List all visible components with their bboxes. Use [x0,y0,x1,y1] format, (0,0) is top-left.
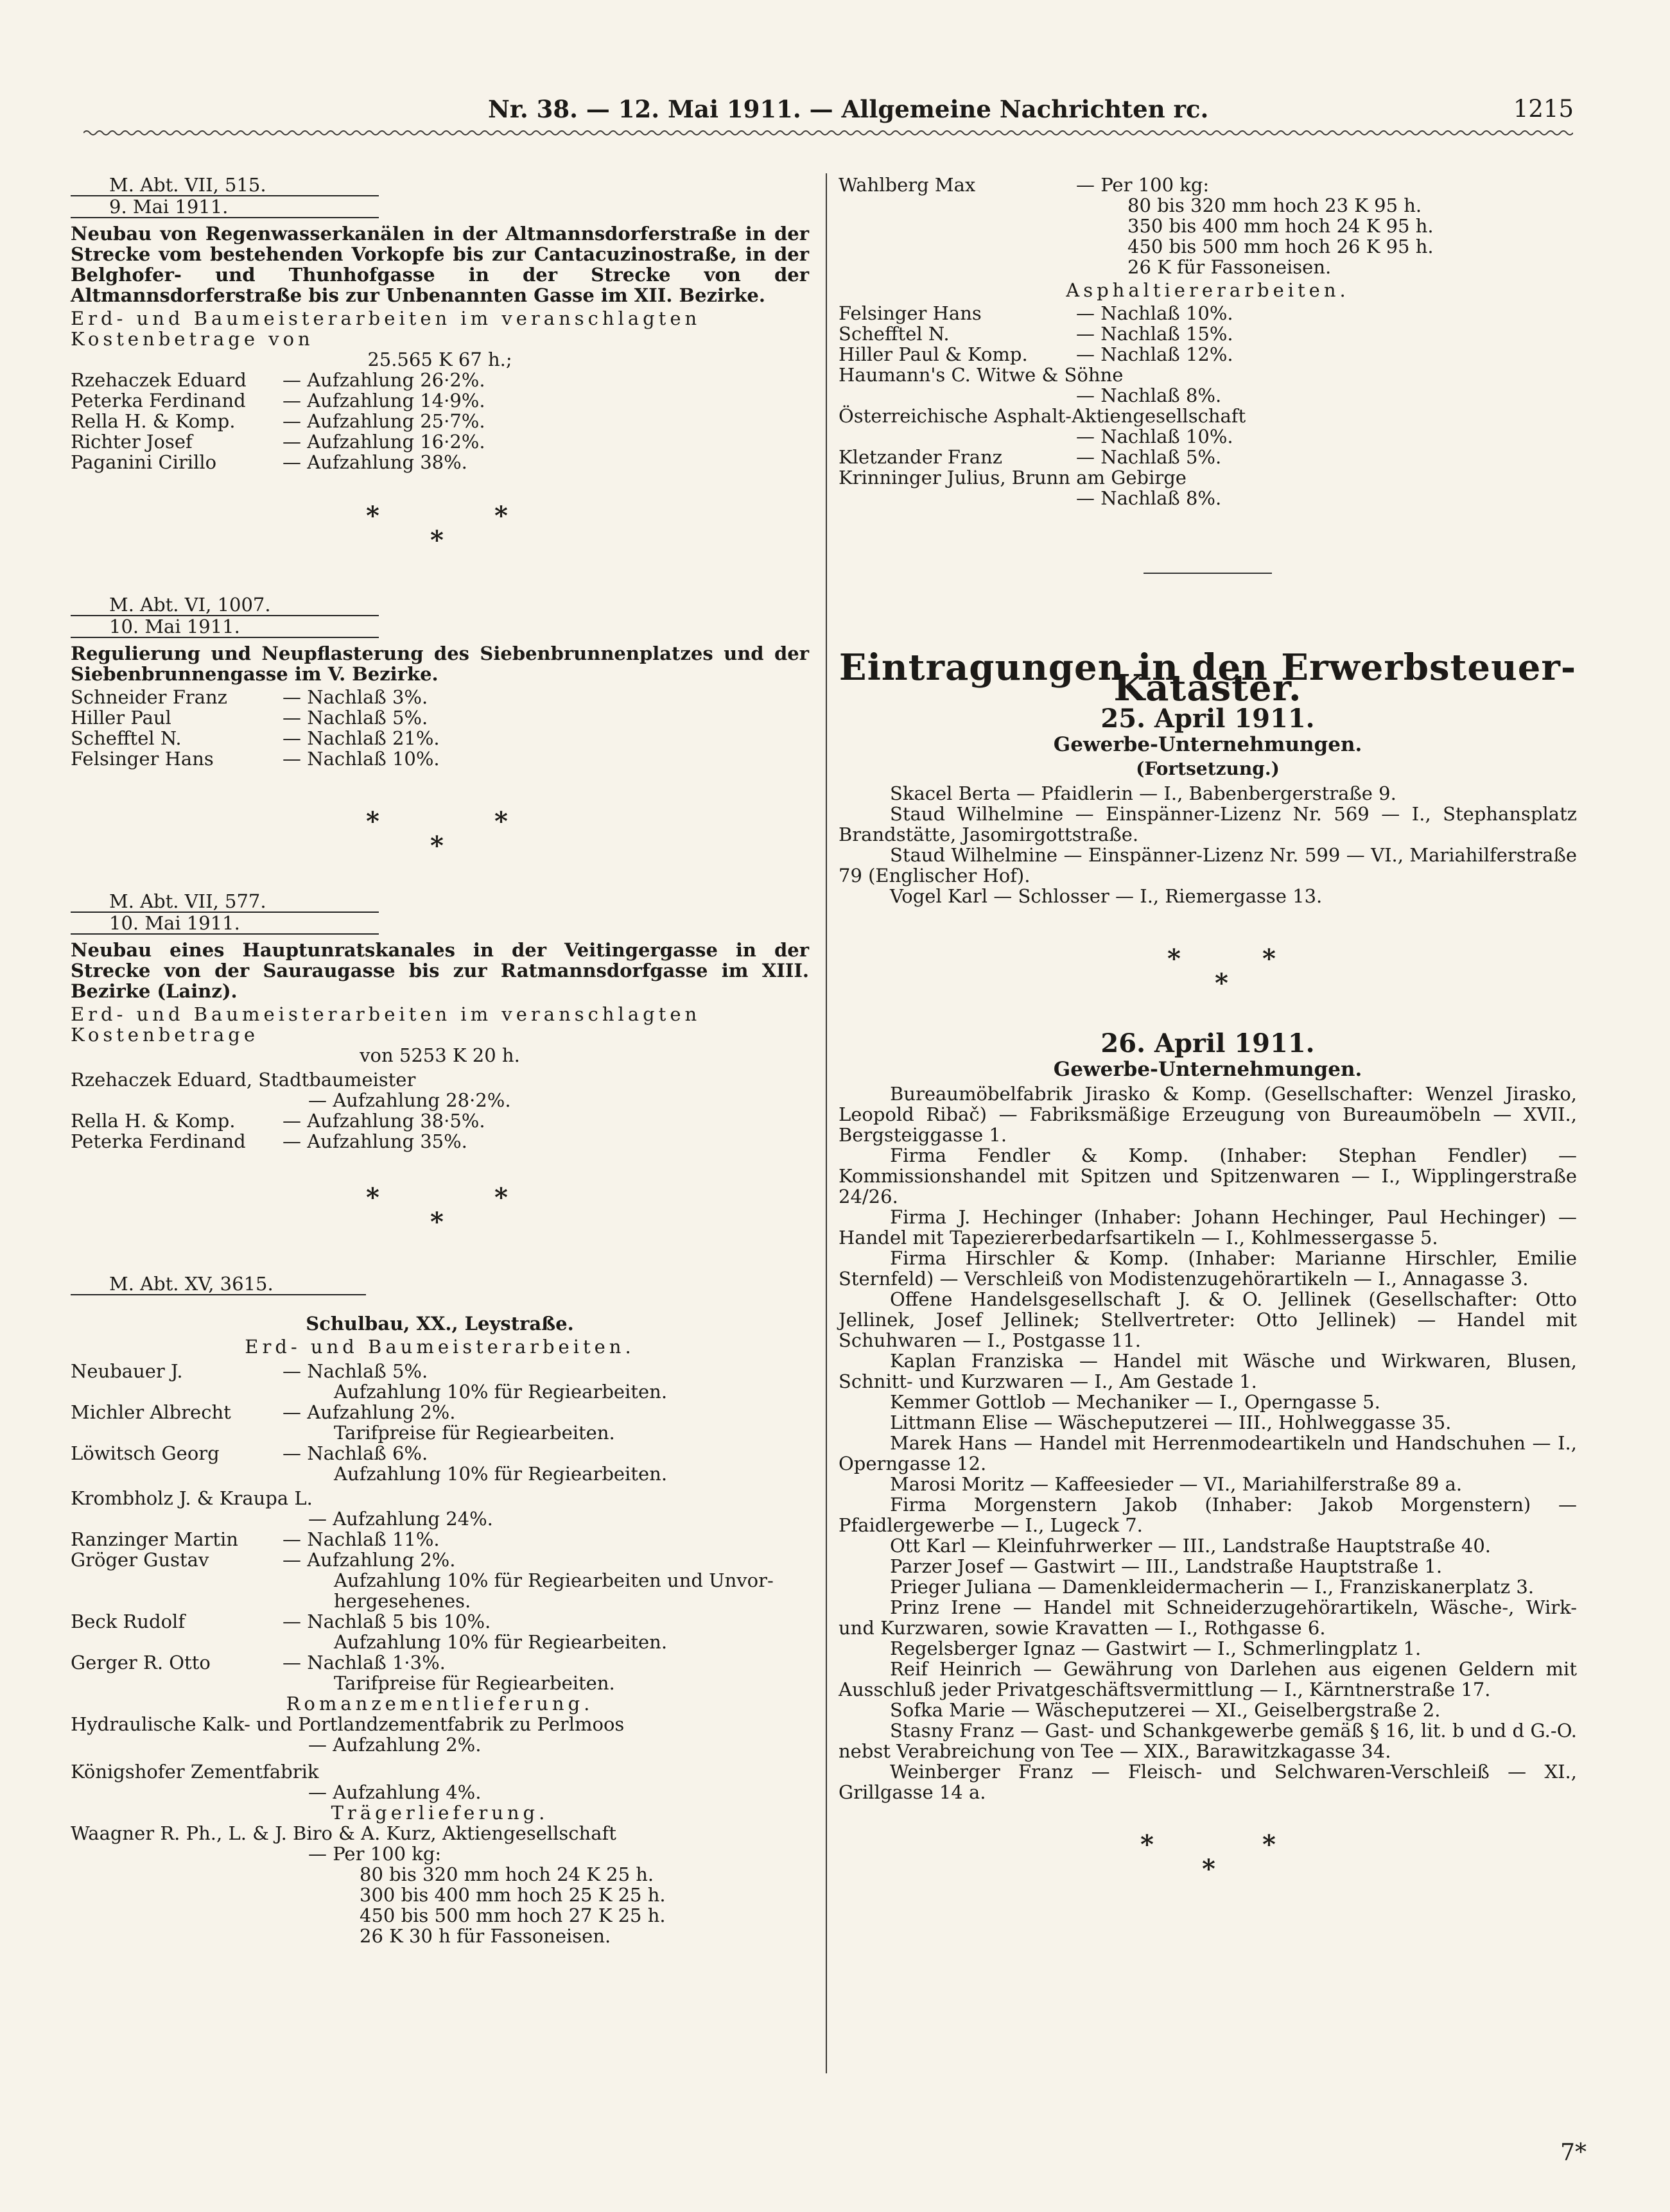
section-date: 9. Mai 1911. [71,196,379,218]
bid-value: — Aufzahlung 28·2%. [308,1089,511,1111]
bidder-name: Gerger R. Otto [71,1652,211,1673]
bidder-name: Hydraulische Kalk- und Portlandzementfabrik zu Perlmoos [71,1713,625,1735]
price-line: 450 bis 500 mm hoch 27 K 25 h. [360,1905,666,1926]
bidder-name: Königshofer Zementfabrik [71,1761,319,1783]
bid-value: — Nachlaß 3%. [283,686,428,708]
bid-value: — Aufzahlung 24%. [308,1508,493,1530]
bid-value: — Nachlaß 21%. [283,727,440,749]
bid-value: — Nachlaß 12%. [1076,343,1233,365]
category-heading: Gewerbe-Unternehmungen. [1053,733,1362,756]
bid-value: — Nachlaß 5%. [1076,446,1222,468]
bidder-name: Peterka Ferdinand [71,1130,246,1152]
bid-value: — Aufzahlung 2%. [308,1734,482,1756]
date-heading: 26. April 1911. [1100,1028,1315,1058]
register-entry: Skacel Berta — Pfaidlerin — I., Babenbergerstraße 9. [890,782,1396,804]
section-date: 10. Mai 1911. [71,616,379,638]
bid-value: — Aufzahlung 38%. [283,451,467,473]
section-separator-stars: * * * [1140,1829,1276,1884]
register-entry: Firma Fendler & Komp. (Inhaber: Stephan Fendler) — Kommissionshandel mit Spitzen und Spitzenwaren — I., Wipplingerstraße 24/26. [839,1145,1577,1207]
bid-row [839,324,1577,344]
register-entry: Firma Hirschler & Komp. (Inhaber: Marianne Hirschler, Emilie Sternfeld) — Verschleiß von Modistenzugehörartikeln — I., Annagasse 3. [839,1247,1577,1290]
bid-note: Aufzahlung 10% für Regiearbeiten. [334,1631,668,1653]
category-heading: Gewerbe-Unternehmungen. [1053,1058,1362,1081]
bid-row [839,447,1577,467]
bid-value: — Aufzahlung 14·9%. [283,390,485,411]
bid-note: Tarifpreise für Regiearbeiten. [334,1422,615,1444]
bid-value: — Nachlaß 6%. [283,1442,428,1464]
continuation-note: (Fortsetzung.) [1136,758,1280,779]
register-entry: Staud Wilhelmine — Einspänner-Lizenz Nr. 599 — VI., Mariahilferstraße 79 (Englischer Hof). [839,844,1577,886]
price-list [839,195,1577,277]
bid-row [71,1550,809,1570]
register-entry: Prinz Irene — Handel mit Schneiderzugehörartikeln, Wäsche-, Wirk- und Kurzwaren, sowie Kravatten — I., Rothgasse 6. [839,1596,1577,1639]
bid-note: Aufzahlung 10% für Regiearbeiten. [334,1381,668,1403]
right-column [839,175,1577,1899]
register-entry: Kaplan Franziska — Handel mit Wäsche und Wirkwaren, Blusen, Schnitt- und Kurzwaren — I., Am Gestade 1. [839,1350,1577,1392]
signature-mark: 7* [1560,2139,1587,2166]
bid-value: — Aufzahlung 16·2%. [283,431,485,453]
register-entry: Sofka Marie — Wäscheputzerei — XI., Geiselbergstraße 2. [890,1699,1441,1721]
bid-row [71,728,809,748]
bid-row [71,1361,809,1381]
register-entry: Weinberger Franz — Fleisch- und Selchwaren-Verschleiß — XI., Grillgasse 14 a. [839,1761,1577,1803]
bid-note: Tarifpreise für Regiearbeiten. [334,1672,615,1694]
bidder-name: Krinninger Julius, Brunn am Gebirge [839,467,1187,488]
bidder-name: Gröger Gustav [71,1549,209,1571]
section-title: Neubau von Regenwasserkanälen in der Altmannsdorferstraße in der Strecke vom bestehenden Vorkopfe bis zur Cantacuzinostraße, in der Belghofer- und Thunhofgasse in der Strecke von der Altmannsdorferstraße bis zur Unbenannten Gasse im XII. Bezirke. [71,223,809,306]
bid-row [71,748,809,769]
section-reference: M. Abt. XV, 3615. [71,1274,366,1295]
section-separator-stars: * * * [366,501,508,555]
price-line: 80 bis 320 mm hoch 23 K 95 h. [1127,194,1422,216]
bid-row [71,1443,809,1464]
work-amount: 25.565 K 67 h.; [367,349,512,370]
bidder-name: Hiller Paul & Komp. [839,343,1028,365]
bid-value: — Aufzahlung 38·5%. [283,1110,485,1132]
bid-value: — Nachlaß 10%. [283,748,440,770]
section-separator-stars: * * * [366,806,508,861]
bid-row [71,411,809,431]
bidder-name: Rzehaczek Eduard, Stadtbaumeister [71,1069,416,1091]
page-number: 1215 [1513,95,1574,123]
bid-row [839,175,1577,195]
section-separator-stars: * * * [1167,944,1276,998]
bidder-name: Peterka Ferdinand [71,390,246,411]
bidder-name: Richter Josef [71,431,193,453]
bid-value: — Nachlaß 10%. [1076,302,1233,324]
subsection-heading: Trägerlieferung. [331,1802,549,1824]
left-column [71,175,809,1946]
bid-value: — Aufzahlung 35%. [283,1130,467,1152]
main-section-title: Eintragungen in den Erwerbsteuer-Kataster. [839,646,1577,709]
bidder-name: Kletzander Franz [839,446,1003,468]
bidder-name: Felsinger Hans [71,748,214,770]
bid-value: — Per 100 kg: [308,1843,442,1865]
bidder-name: Paganini Cirillo [71,451,217,473]
bid-note: Aufzahlung 10% für Regiearbeiten. [334,1463,668,1485]
price-line: 350 bis 400 mm hoch 24 K 95 h. [1127,215,1434,237]
price-line: 300 bis 400 mm hoch 25 K 25 h. [360,1884,666,1906]
bid-value: — Aufzahlung 26·2%. [283,369,485,391]
register-entry: Prieger Juliana — Damenkleidermacherin — I., Franziskanerplatz 3. [890,1576,1535,1598]
register-entry: Littmann Elise — Wäscheputzerei — III., Hohlweggasse 35. [890,1412,1452,1433]
bid-value: — Aufzahlung 4%. [308,1781,482,1803]
bidder-name: Österreichische Asphalt-Aktiengesellschaft [839,405,1246,427]
bid-row [71,1529,809,1550]
register-entry: Staud Wilhelmine — Einspänner-Lizenz Nr. 569 — I., Stephansplatz Brandstätte, Jasomirgottstraße. [839,803,1577,845]
page-header-title: Nr. 38. — 12. Mai 1911. — Allgemeine Nachrichten rc. [488,95,1209,123]
bidder-name: Beck Rudolf [71,1611,186,1632]
register-entry: Bureaumöbelfabrik Jirasko & Komp. (Gesellschafter: Wenzel Jirasko, Leopold Ribač) — Fabriksmäßige Erzeugung von Bureaumöbeln — XVII., Bergsteiggasse 1. [839,1083,1577,1146]
date-heading: 25. April 1911. [1100,704,1315,734]
register-entry: Ott Karl — Kleinfuhrwerker — III., Landstraße Hauptstraße 40. [890,1535,1492,1557]
register-entry: Offene Handelsgesellschaft J. & O. Jellinek (Gesellschafter: Otto Jellinek, Josef Jellinek; Stellvertreter: Otto Jellinek) — Handel mit Schuhwaren — I., Postgasse 11. [839,1288,1577,1351]
bid-row [71,1131,809,1152]
section-title: Neubau eines Hauptunratskanales in der Veitingergasse in der Strecke von der Sauraugasse bis zur Ratmannsdorfgasse im XIII. Bezirke (Lainz). [71,939,809,1002]
bid-value: — Nachlaß 5%. [283,1360,428,1382]
bid-note: Aufzahlung 10% für Regiearbeiten und Unvor- [334,1569,774,1591]
price-line: 450 bis 500 mm hoch 26 K 95 h. [1127,236,1434,257]
bid-value: — Aufzahlung 2%. [283,1549,456,1571]
bid-value: — Nachlaß 5 bis 10%. [283,1611,491,1632]
column-divider [826,173,827,2073]
bidder-name: Schefftel N. [839,323,950,345]
bid-value: — Per 100 kg: [1076,174,1210,196]
bidder-name: Waagner R. Ph., L. & J. Biro & A. Kurz, Aktiengesellschaft [71,1822,616,1844]
bidder-name: Ranzinger Martin [71,1528,238,1550]
bid-row [71,1110,809,1131]
bid-row [71,1652,809,1673]
bid-note: hergesehenes. [334,1590,471,1612]
work-description: Erd- und Baumeisterarbeiten im veranschlagten Kostenbetrage [71,1003,701,1046]
bid-row [839,303,1577,324]
bidder-name: Krombholz J. & Kraupa L. [71,1487,313,1509]
section-title: Schulbau, XX., Leystraße. [306,1313,574,1335]
price-line: 26 K für Fassoneisen. [1127,256,1332,278]
register-entry: Firma J. Hechinger (Inhaber: Johann Hechinger, Paul Hechinger) — Handel mit Tapeziererbedarfsartikeln — I., Kohlmessergasse 5. [839,1206,1577,1249]
register-entry: Marosi Moritz — Kaffeesieder — VI., Mariahilferstraße 89 a. [890,1473,1463,1495]
work-amount: von 5253 K 20 h. [360,1044,520,1066]
bid-value: — Nachlaß 5%. [283,707,428,729]
bid-row [71,431,809,452]
bidder-name: Felsinger Hans [839,302,982,324]
bidder-name: Rella H. & Komp. [71,1110,236,1132]
price-line: 80 bis 320 mm hoch 24 K 25 h. [360,1863,654,1885]
bidder-name: Michler Albrecht [71,1401,231,1423]
bid-row [71,707,809,728]
bidder-name: Neubauer J. [71,1360,183,1382]
bid-row [71,687,809,707]
bid-value: — Nachlaß 11%. [283,1528,440,1550]
section-reference: M. Abt. VII, 515. [71,175,379,196]
bid-value: — Aufzahlung 2%. [283,1401,456,1423]
work-description: Erd- und Baumeisterarbeiten. [245,1336,635,1358]
price-list [71,1864,809,1946]
bidder-name: Haumann's C. Witwe & Söhne [839,364,1124,386]
bidder-name: Hiller Paul [71,707,171,729]
register-entry: Vogel Karl — Schlosser — I., Riemergasse 13. [890,885,1323,907]
bidder-name: Rzehaczek Eduard [71,369,247,391]
work-description: Erd- und Baumeisterarbeiten im veranschlagten Kostenbetrage von [71,307,701,350]
section-reference: M. Abt. VI, 1007. [71,594,379,616]
bid-value: — Nachlaß 15%. [1076,323,1233,345]
bidder-name: Wahlberg Max [839,174,976,196]
bid-row [71,1402,809,1422]
bidder-name: Schneider Franz [71,686,227,708]
bidder-name: Rella H. & Komp. [71,410,236,432]
register-entry: Reif Heinrich — Gewährung von Darlehen aus eigenen Geldern mit Ausschluß jeder Privatgeschäftsvermittlung — I., Kärntnerstraße 17. [839,1658,1577,1700]
bid-value: — Nachlaß 8%. [1076,487,1222,509]
bid-row [71,452,809,472]
header-wavy-rule [83,128,1573,137]
register-entry: Marek Hans — Handel mit Herrenmodeartikeln und Handschuhen — I., Operngasse 12. [839,1432,1577,1474]
section-title: Regulierung und Neupflasterung des Siebenbrunnenplatzes und der Siebenbrunnengasse im V. Bezirke. [71,643,809,685]
register-entry: Stasny Franz — Gast- und Schankgewerbe gemäß § 16, lit. b und d G.-O. nebst Verabreichung von Tee — XIX., Barawitzkagasse 34. [839,1720,1577,1762]
bid-value: — Nachlaß 8%. [1076,385,1222,406]
subsection-heading: Asphaltiererarbeiten. [1066,279,1350,301]
bid-value: — Aufzahlung 25·7%. [283,410,485,432]
section-separator-stars: * * * [366,1182,508,1237]
bidder-name: Löwitsch Georg [71,1442,220,1464]
section-reference: M. Abt. VII, 577. [71,891,379,913]
register-entry: Kemmer Gottlob — Mechaniker — I., Operngasse 5. [890,1391,1380,1413]
bid-row [71,390,809,411]
price-line: 26 K 30 h für Fassoneisen. [360,1925,611,1947]
register-entry: Regelsberger Ignaz — Gastwirt — I., Schmerlingplatz 1. [890,1637,1422,1659]
bid-row [839,344,1577,365]
bidder-name: Schefftel N. [71,727,182,749]
section-date: 10. Mai 1911. [71,913,379,935]
bid-value: — Nachlaß 10%. [1076,426,1233,447]
bid-value: — Nachlaß 1·3%. [283,1652,446,1673]
register-entry: Parzer Josef — Gastwirt — III., Landstraße Hauptstraße 1. [890,1555,1443,1577]
subsection-heading: Romanzementlieferung. [286,1693,594,1715]
bid-row [71,370,809,390]
bid-row [71,1611,809,1632]
register-entry: Firma Morgenstern Jakob (Inhaber: Jakob Morgenstern) — Pfaidlergewerbe — I., Lugeck 7. [839,1494,1577,1536]
